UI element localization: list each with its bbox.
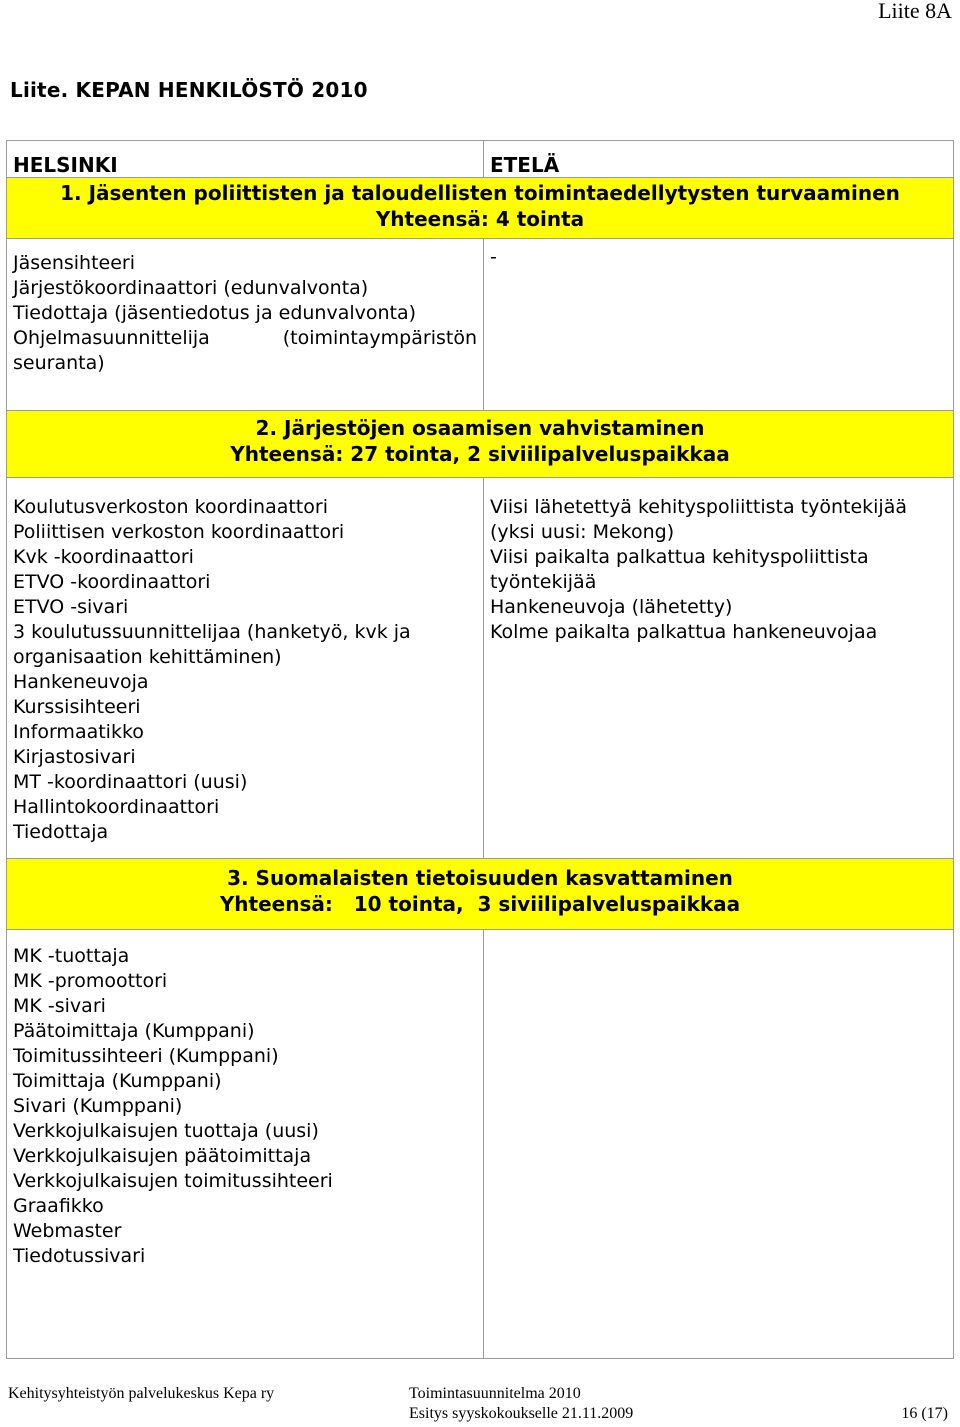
list-item: Tiedottaja [13,821,109,843]
footer-page-number: 16 (17) [901,1405,948,1422]
section-2-content-row [7,478,954,859]
list-item: Hallintokoordinaattori [13,796,220,818]
list-item: Informaatikko [13,721,144,743]
document-title: Liite. KEPAN HENKILÖSTÖ 2010 [10,78,368,102]
list-item: Tiedottaja (jäsentiedotus ja edunvalvonta) [13,302,417,324]
region-right-heading: ETELÄ [490,153,560,177]
region-left-heading: HELSINKI [13,153,118,177]
list-item: Päätoimittaja (Kumppani) [13,1020,255,1042]
list-item: Verkkojulkaisujen tuottaja (uusi) [13,1120,319,1142]
list-item: Kurssisihteeri [13,696,141,718]
list-item: Verkkojulkaisujen toimitussihteeri [13,1170,333,1192]
list-item: Poliittisen verkoston koordinaattori [13,521,345,543]
section-3-content-row [7,930,954,1359]
list-item: Ohjelmasuunnittelija (toimintaympäristön [13,327,477,349]
list-item: ETVO -sivari [13,596,129,618]
appendix-label: Liite 8A [878,0,952,23]
section-1-title: 1. Jäsenten poliittisten ja taloudellisten toimintaedellytysten turvaaminen [60,181,900,205]
list-item: Toimittaja (Kumppani) [13,1070,222,1092]
list-item: Jäsensihteeri [13,252,136,274]
list-item: MT -koordinaattori (uusi) [13,771,248,793]
list-item: työntekijää [490,571,597,593]
section-3-title: 3. Suomalaisten tietoisuuden kasvattaminen [227,866,733,890]
list-item: Hankeneuvoja [13,671,149,693]
section-1-heading-row [7,178,954,239]
list-item: MK -tuottaja [13,945,130,967]
section-3-left-list [7,930,483,1269]
section-1-left-list [7,239,483,376]
list-item: seuranta) [13,352,105,374]
section-2-heading-row [7,411,954,478]
section-3-right-empty [484,930,954,1359]
list-item: 3 koulutussuunnittelijaa (hanketyö, kvk ja [13,621,411,643]
section-2-left-list [7,478,483,845]
footer-organization: Kehitysyhteistyön palvelukeskus Kepa ry [8,1385,275,1402]
list-item: Graafikko [13,1195,104,1217]
list-item: Viisi lähetettyä kehityspoliittista työntekijää [490,496,907,518]
region-header-row [7,141,954,178]
list-item: Sivari (Kumppani) [13,1095,183,1117]
section-2-right-list [484,478,953,645]
section-1-content-row [7,239,954,411]
list-item: Kvk -koordinaattori [13,546,194,568]
section-2-title: 2. Järjestöjen osaamisen vahvistaminen [255,416,705,440]
footer-proposal: Esitys syyskokoukselle 21.11.2009 [409,1405,634,1422]
list-item: MK -promoottori [13,970,168,992]
list-item: Kirjastosivari [13,746,136,768]
list-item: organisaation kehittäminen) [13,646,282,668]
list-item: Viisi paikalta palkattua kehityspoliittista [490,546,869,568]
list-item: Kolme paikalta palkattua hankeneuvojaa [490,621,878,643]
staff-table [6,140,954,1359]
list-item: Hankeneuvoja (lähetetty) [490,596,733,618]
list-item: Koulutusverkoston koordinaattori [13,496,328,518]
section-1-right-list [484,239,953,270]
list-item: Järjestökoordinaattori (edunvalvonta) [13,277,369,299]
list-item: Tiedotussivari [13,1245,146,1267]
list-item: MK -sivari [13,995,106,1017]
footer-plan: Toimintasuunnitelma 2010 [409,1385,581,1402]
section-3-total: Yhteensä: 10 tointa, 3 siviilipalveluspaikkaa [219,892,741,916]
list-item: (yksi uusi: Mekong) [490,521,675,543]
list-item: Webmaster [13,1220,122,1242]
list-item: - [490,246,497,268]
list-item: Toimitussihteeri (Kumppani) [13,1045,279,1067]
list-item: ETVO -koordinaattori [13,571,211,593]
section-1-total: Yhteensä: 4 tointa [375,207,585,231]
section-3-heading-row [7,859,954,930]
section-2-total: Yhteensä: 27 tointa, 2 siviilipalveluspaikkaa [230,442,730,466]
list-item: Verkkojulkaisujen päätoimittaja [13,1145,312,1167]
